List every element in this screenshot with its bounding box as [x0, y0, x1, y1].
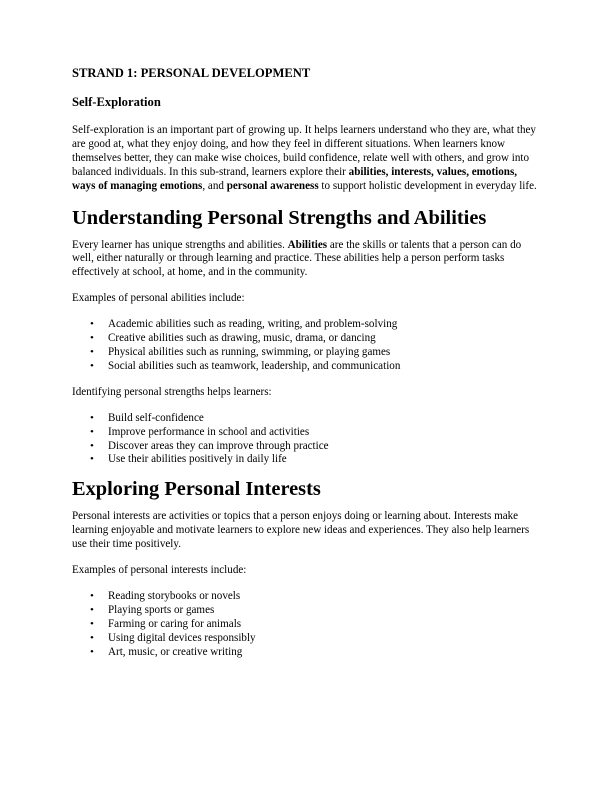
- strengths-text: Every learner has unique strengths and abilities.: [72, 238, 288, 251]
- intro-text: Self-exploration is an important part of growing up. It helps learners understand who they are, what they are good at, what they enjoy doing, and how they feel in different situations. When learners know themselves better, they can make wise choices, build confidence, relate well with others, and grow into balanced individuals. In this sub-strand, learners explore their: [72, 124, 536, 178]
- list-item: • Physical abilities such as running, swimming, or playing games: [108, 346, 540, 360]
- list-item: • Academic abilities such as reading, writing, and problem-solving: [108, 318, 540, 332]
- abilities-list: [72, 318, 540, 374]
- interests-examples-intro: Examples of personal interests include:: [72, 564, 247, 577]
- list-item: • Creative abilities such as drawing, music, drama, or dancing: [108, 332, 540, 346]
- intro-keyword: interests: [391, 165, 432, 178]
- strengths-text-rest: are the skills or talents that a person can do well, either naturally or through learning and practice. These abilities help a person perform tasks effectively at school, at home, and in the community.: [72, 238, 522, 279]
- section-heading-interests: Exploring Personal Interests: [72, 478, 321, 501]
- intro-paragraph: [72, 124, 540, 194]
- strengths-paragraph: [72, 239, 540, 281]
- intro-separator: ,: [466, 165, 472, 178]
- intro-keyword: ways of managing emotions: [72, 179, 203, 192]
- intro-separator: ,: [514, 165, 518, 178]
- section-heading-strengths: Understanding Personal Strengths and Abilities: [72, 206, 487, 229]
- list-item: • Use their abilities positively in daily life: [108, 453, 540, 467]
- list-item: • Playing sports or games: [108, 604, 540, 618]
- sub-strand-title: Self-Exploration: [72, 95, 161, 109]
- benefits-intro: Identifying personal strengths helps learners:: [72, 385, 272, 398]
- abilities-examples-intro: Examples of personal abilities include:: [72, 292, 245, 305]
- strand-title: STRAND 1: PERSONAL DEVELOPMENT: [72, 66, 311, 80]
- intro-separator: , and: [202, 179, 227, 192]
- intro-separator: ,: [385, 165, 392, 178]
- intro-separator: ,: [431, 165, 437, 178]
- intro-keyword: abilities: [348, 165, 386, 178]
- intro-keyword: personal awareness: [226, 179, 319, 192]
- list-item: • Improve performance in school and activities: [108, 426, 540, 440]
- interests-list: [72, 590, 540, 660]
- intro-keyword: values: [436, 165, 467, 178]
- interests-paragraph: Personal interests are activities or topics that a person enjoys doing or learning about. Interests make learning enjoyable and motivate learners to explore new ideas and experiences. They also help learners use their time positively.: [72, 510, 530, 551]
- list-item: • Build self-confidence: [108, 412, 540, 426]
- benefits-list: [72, 412, 540, 468]
- intro-keyword: emotions: [471, 165, 515, 178]
- list-item: • Art, music, or creative writing: [108, 646, 540, 660]
- list-item: • Social abilities such as teamwork, leadership, and communication: [108, 360, 540, 374]
- abilities-keyword: Abilities: [287, 238, 328, 251]
- intro-text-end: to support holistic development in everyday life.: [318, 179, 537, 192]
- list-item: • Discover areas they can improve through practice: [108, 440, 540, 454]
- list-item: • Reading storybooks or novels: [108, 590, 540, 604]
- list-item: • Using digital devices responsibly: [108, 632, 540, 646]
- list-item: • Farming or caring for animals: [108, 618, 540, 632]
